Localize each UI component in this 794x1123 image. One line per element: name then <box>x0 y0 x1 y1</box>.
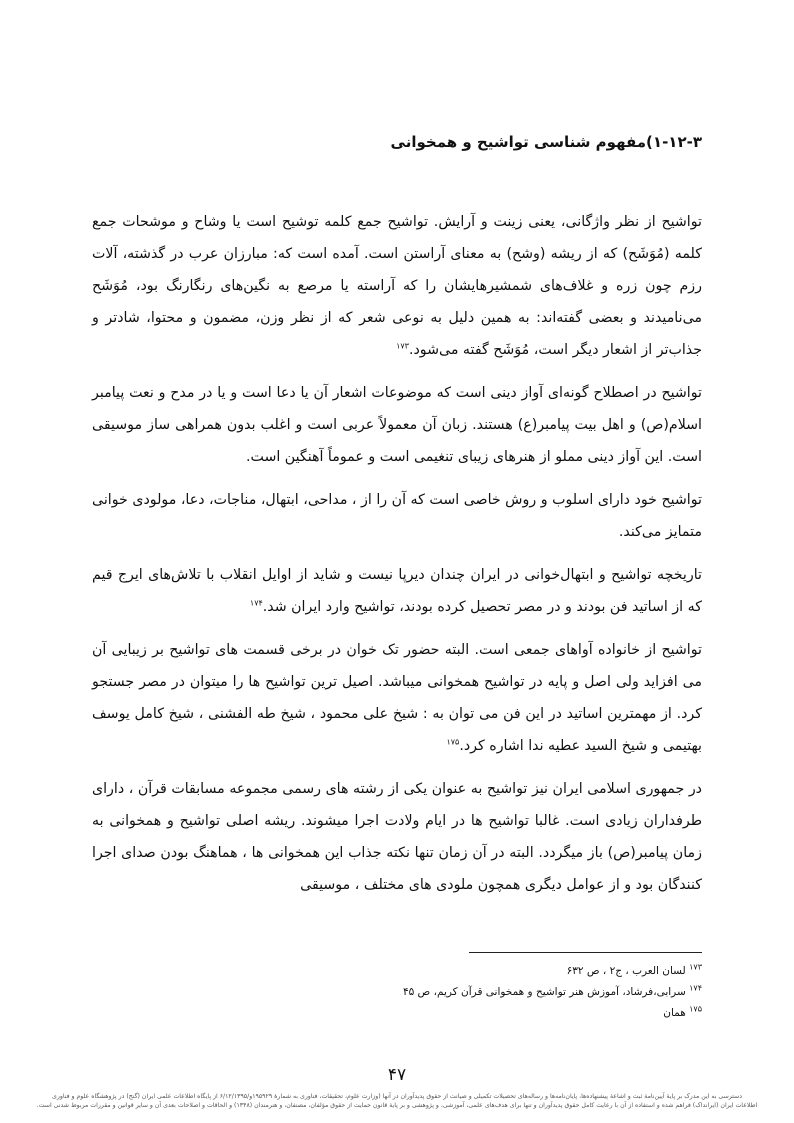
paragraph <box>92 559 702 623</box>
footnote-ref[interactable]: ۱۷۴ <box>249 598 263 608</box>
footnote-number: ۱۷۳ <box>689 962 702 972</box>
paragraph <box>92 377 702 473</box>
paragraph-text: تواشیح از خانواده آواهای جمعی است. البته حضور تک خوان در برخی قسمت های تواشیح بر زیبایی آن می افزاید ولی اصل و پایه در تواشیح همخوانی میباشد. اصیل ترین تواشیح ها را میتوان در مصر جستجو کرد. از مهمترین اساتید در این فن می توان به : شیخ علی محمود ، شیخ طه الفشنی ، شیخ کامل یوسف بهتیمی و شیخ السید عطیه ندا اشاره کرد. <box>92 642 702 754</box>
footnote <box>282 961 702 982</box>
footnote <box>282 982 702 1003</box>
footnote-number: ۱۷۵ <box>689 1004 702 1014</box>
paragraph-text: تاریخچه تواشیح و ابتهال‌خوانی در ایران چندان دیرپا نیست و شاید از اوایل انقلاب با تلاش‌های ایرج قیم که از اساتید فن بودند و در مصر تحصیل کرده بودند، تواشیح وارد ایران شد. <box>92 567 702 615</box>
paragraph-text: تواشیح از نظر واژگانی، یعنی زینت و آرایش. تواشیح جمع کلمه توشیح است یا وشاح و موشحات جمع کلمه (مُوَشَح) که از ریشه (وشح) به معنای آراستن است. آمده است که: مبارزان عرب در گذشته، آلات رزم چون زره و غلاف‌های شمشیرهایشان را که آراسته یا مرصع به نگین‌های رنگارنگ بود، مُوَشَح می‌نامیدند و بعضی گفته‌اند: به همین دلیل به نوعی شعر که از نظر وزن، مضمون و محتوا، شادتر و جذاب‌تر از اشعار دیگر است، مُوَشَح گفته می‌شود. <box>92 214 702 358</box>
license-line: دسترسی به این مدرک بر پایهٔ آیین‌نامهٔ ثبت و اشاعهٔ پیشنهاده‌ها، پایان‌نامه‌ها و رساله‌های تحصیلات تکمیلی و صیانت از حقوق پدیدآوران در آنها (وزارت علوم، تحقیقات، فناوری به شمارهٔ ۱۹۵۹۲۹و/۶/۱۲/۱۳۹۵ از پایگاه اطلاعات علمی ایران (گنج) در پژوهشگاه علوم و فناوری <box>52 1093 742 1100</box>
section-heading: ۱-۱۲-۳)مفهوم شناسی تواشیح و همخوانی <box>390 133 702 151</box>
footnote-text: سرابی،فرشاد، آموزش هنر تواشیح و همخوانی قرآن کریم، ص ۴۵ <box>402 986 686 998</box>
footnote-number: ۱۷۴ <box>689 983 702 993</box>
footnote-text: همان <box>663 1007 686 1019</box>
page-number: ۴۷ <box>387 1065 407 1085</box>
paragraph-text: تواشیح خود دارای اسلوب و روش خاصی است که آن را از ، مداحی، ابتهال، مناجات، دعا، مولودی خوانی متمایز می‌کند. <box>92 492 702 540</box>
paragraph <box>92 206 702 366</box>
footnote-ref[interactable]: ۱۷۵ <box>446 737 460 747</box>
paragraph-text: تواشیح در اصطلاح گونه‌ای آواز دینی است که موضوعات اشعار آن یا دعا است و یا در مدح و نعت پیامبر اسلام(ص) و اهل بیت پیامبر(ع) هستند. زبان آن معمولاً عربی است و اغلب بدون همراهی ساز موسیقی است. این آواز دینی مملو از هنرهای زیبای تنغیمی است و عموماً آهنگین است. <box>92 385 702 465</box>
body-text <box>92 206 702 912</box>
footnotes <box>282 961 702 1024</box>
license-line: اطلاعات ایران (ایرانداک) فراهم شده و استفاده از آن با رعایت کامل حقوق پدیدآوران و تنها برای هدف‌های علمی، آموزشی، و پژوهشی و بر پایهٔ قانون حمایت از حقوق مؤلفان، مصنفان، و هنرمندان (۱۳۴۸) و الحاقات و اصلاحات بعدی آن و سایر قوانین و مقررات مربوط شدنی است. <box>36 1102 758 1109</box>
paragraph-text: در جمهوری اسلامی ایران نیز تواشیح به عنوان یکی از رشته های رسمی مجموعه مسابقات قرآن ، دارای طرفداران زیادی است. غالبا تواشیح ها در ایام ولادت اجرا میشوند. ریشه اصلی تواشیح و همخوانی به زمان پیامبر(ص) باز میگردد. البته در آن زمان تنها نکته جذاب این همخوانی ها ، هماهنگ بودن صدای اجرا کنندگان بود و از عوامل دیگری همچون ملودی های مختلف ، موسیقی <box>92 781 702 893</box>
paragraph <box>92 484 702 548</box>
paragraph <box>92 773 702 901</box>
footnote <box>282 1003 702 1024</box>
paragraph <box>92 634 702 762</box>
footnote-divider <box>469 952 702 953</box>
footnote-ref[interactable]: ۱۷۳ <box>396 341 409 351</box>
license-notice <box>8 1092 786 1110</box>
footnote-text: لسان العرب ، ج۲ ، ص ۶۳۲ <box>566 965 686 977</box>
